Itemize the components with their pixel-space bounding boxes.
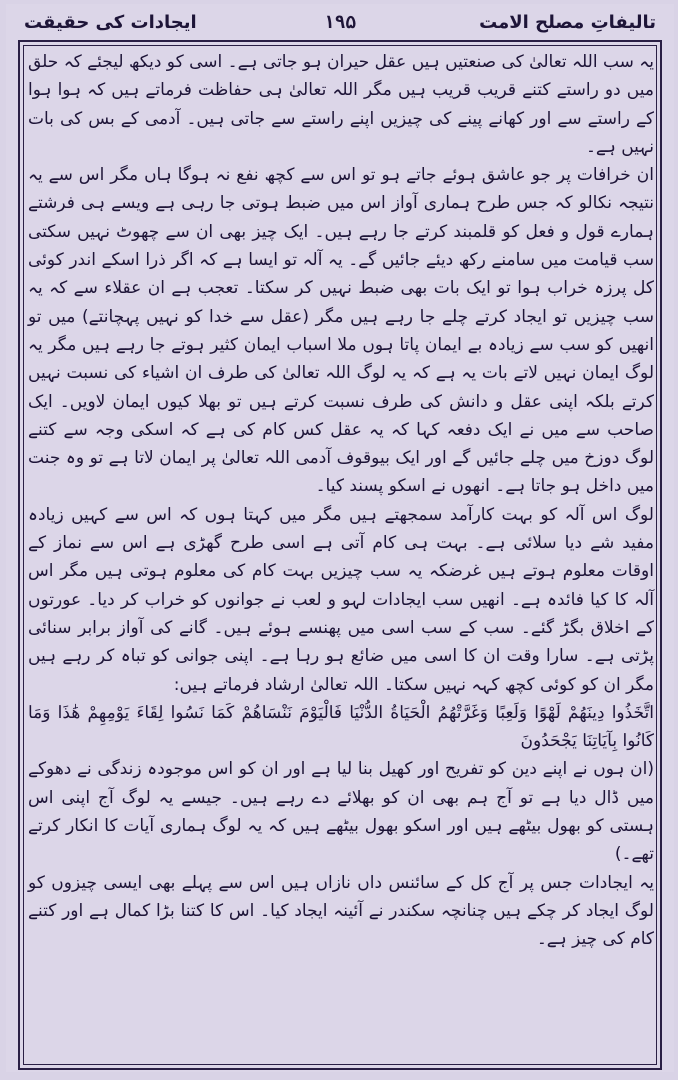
page-header <box>20 8 660 40</box>
closing-paragraph: یہ ایجادات جس پر آج کل کے سائنس داں نازاں ہیں اس سے پہلے بھی ایسی چیزوں کو لوگ ایجاد کر چکے ہیں چنانچہ سکندر نے آئینہ ایجاد کیا۔ اس کا کتنا بڑا کمال ہے اور کتنے کام کی چیز ہے۔ <box>28 872 654 950</box>
paragraph-3: لوگ اس آلہ کو بہت کارآمد سمجھتے ہیں مگر میں کہتا ہوں کہ اس سے کہیں زیادہ مفید شے دیا سلائی ہے۔ بہت ہی کام آتی ہے اسی طرح گھڑی ہے اس سے نماز کے اوقات معلوم ہوتے ہیں غرضکہ یہ سب چیزیں بہت کام کی معلوم ہوتی ہیں مگر اس آلہ کا کیا فائدہ ہے۔ انھیں سب ایجادات لہو و لعب نے جوانوں کو خراب کر دیا۔ عورتوں کے اخلاق بگڑ گئے۔ سب کے سب اسی میں پھنسے ہوئے ہیں۔ گانے کی آواز برابر سنائی پڑتی ہے۔ سارا وقت ان کا اسی میں ضائع ہو رہا ہے۔ اپنی جوانی کو تباہ کر رہے ہیں مگر ان کو کوئی کچھ کہہ نہیں سکتا۔ اللہ تعالیٰ ارشاد فرماتے ہیں: <box>28 504 654 695</box>
page-number: ۱۹۵ <box>323 12 357 33</box>
quran-verse: اتَّخَذُوا دِينَهُمْ لَهْوًا وَلَعِبًا وَغَرَّتْهُمُ الْحَيَاةُ الدُّنْيَا فَالْيَوْمَ نَنْسَاهُمْ كَمَا نَسُوا لِقَاءَ يَوْمِهِمْ هَٰذَا وَمَا كَانُوا بِآيَاتِنَا يَجْحَدُونَ <box>28 702 654 752</box>
chapter-title: ایجادات کی حقیقت <box>24 12 197 33</box>
paragraph-1: یہ سب اللہ تعالیٰ کی صنعتیں ہیں عقل حیران ہو جاتی ہے۔ اسی کو دیکھ لیجئے کہ حلق میں دو راستے کتنے قریب قریب ہیں مگر اللہ تعالیٰ ہی حفاظت فرماتے ہیں کہ ہوا ہوا کے راستے سے اور کھانے پینے کی چیزیں اپنے راستے سے جاتی ہیں۔ آدمی کے بس کی بات نہیں ہے۔ <box>28 52 654 157</box>
paragraph-2: ان خرافات پر جو عاشق ہوئے جاتے ہو تو اس سے کچھ نفع نہ ہوگا ہاں مگر اس سے یہ نتیجہ نکالو کہ جس طرح ہماری آواز اس میں ضبط ہوتی جا رہی ہے ویسے ہی فرشتے ہمارے قول و فعل کو قلمبند کرتے جا رہے ہیں۔ ایک چیز بھی ان سے چھوٹ نہیں سکتی سب قیامت میں سامنے رکھ دیئے جائیں گے۔ یہ آلہ تو ایسا ہے کہ اگر ذرا اسکے اندر کوئی کل پرزہ خراب ہوا تو ایک بات بھی ضبط نہیں کر سکتا۔ تعجب ہے ان عقلاء سے کہ یہ سب چیزیں تو ایجاد کرتے چلے جا رہے ہیں مگر (عقل سے خدا کو نہیں پہچانتے) میں تو انھیں کو سب سے زیادہ بے ایمان پاتا ہوں ملا اسباب ایمان کثیر ہوتے جا رہے ہیں مگر یہ لوگ ایمان نہیں لاتے بات یہ ہے کہ یہ لوگ اللہ تعالیٰ کی طرف ان اشیاء کی نسبت نہیں کرتے بلکہ اپنی عقل و دانش کی طرف نسبت کرتے ہیں تو بھلا کیوں ایمان لاویں۔ ایک صاحب سے میں نے ایک دفعہ کہا کہ یہ عقل کس کام کی ہے کہ اسکی وجہ سے کتنے لوگ دوزخ میں چلے جائیں گے اور ایک بیوقوف آدمی اللہ تعالیٰ پر ایمان لاتا ہے تو وہ جنت میں داخل ہو جاتا ہے۔ انھوں نے اسکو پسند کیا۔ <box>28 165 654 497</box>
verse-translation: (ان ہوں نے اپنے دین کو تفریح اور کھیل بنا لیا ہے اور ان کو اس موجودہ زندگی نے دھوکے میں ڈال دیا ہے تو آج ہم بھی ان کو بھلائے دے رہے ہیں۔ جیسے یہ لوگ آج اپنی اس ہستی کو بھول بیٹھے ہیں اور اسکو بھول بیٹھے ہیں کہ یہ لوگ ہماری آیات کا انکار کرتے تھے۔) <box>28 759 654 865</box>
book-page <box>6 4 674 1072</box>
body-text <box>28 48 654 954</box>
book-title: تالیفاتِ مصلح الامت <box>479 12 656 33</box>
